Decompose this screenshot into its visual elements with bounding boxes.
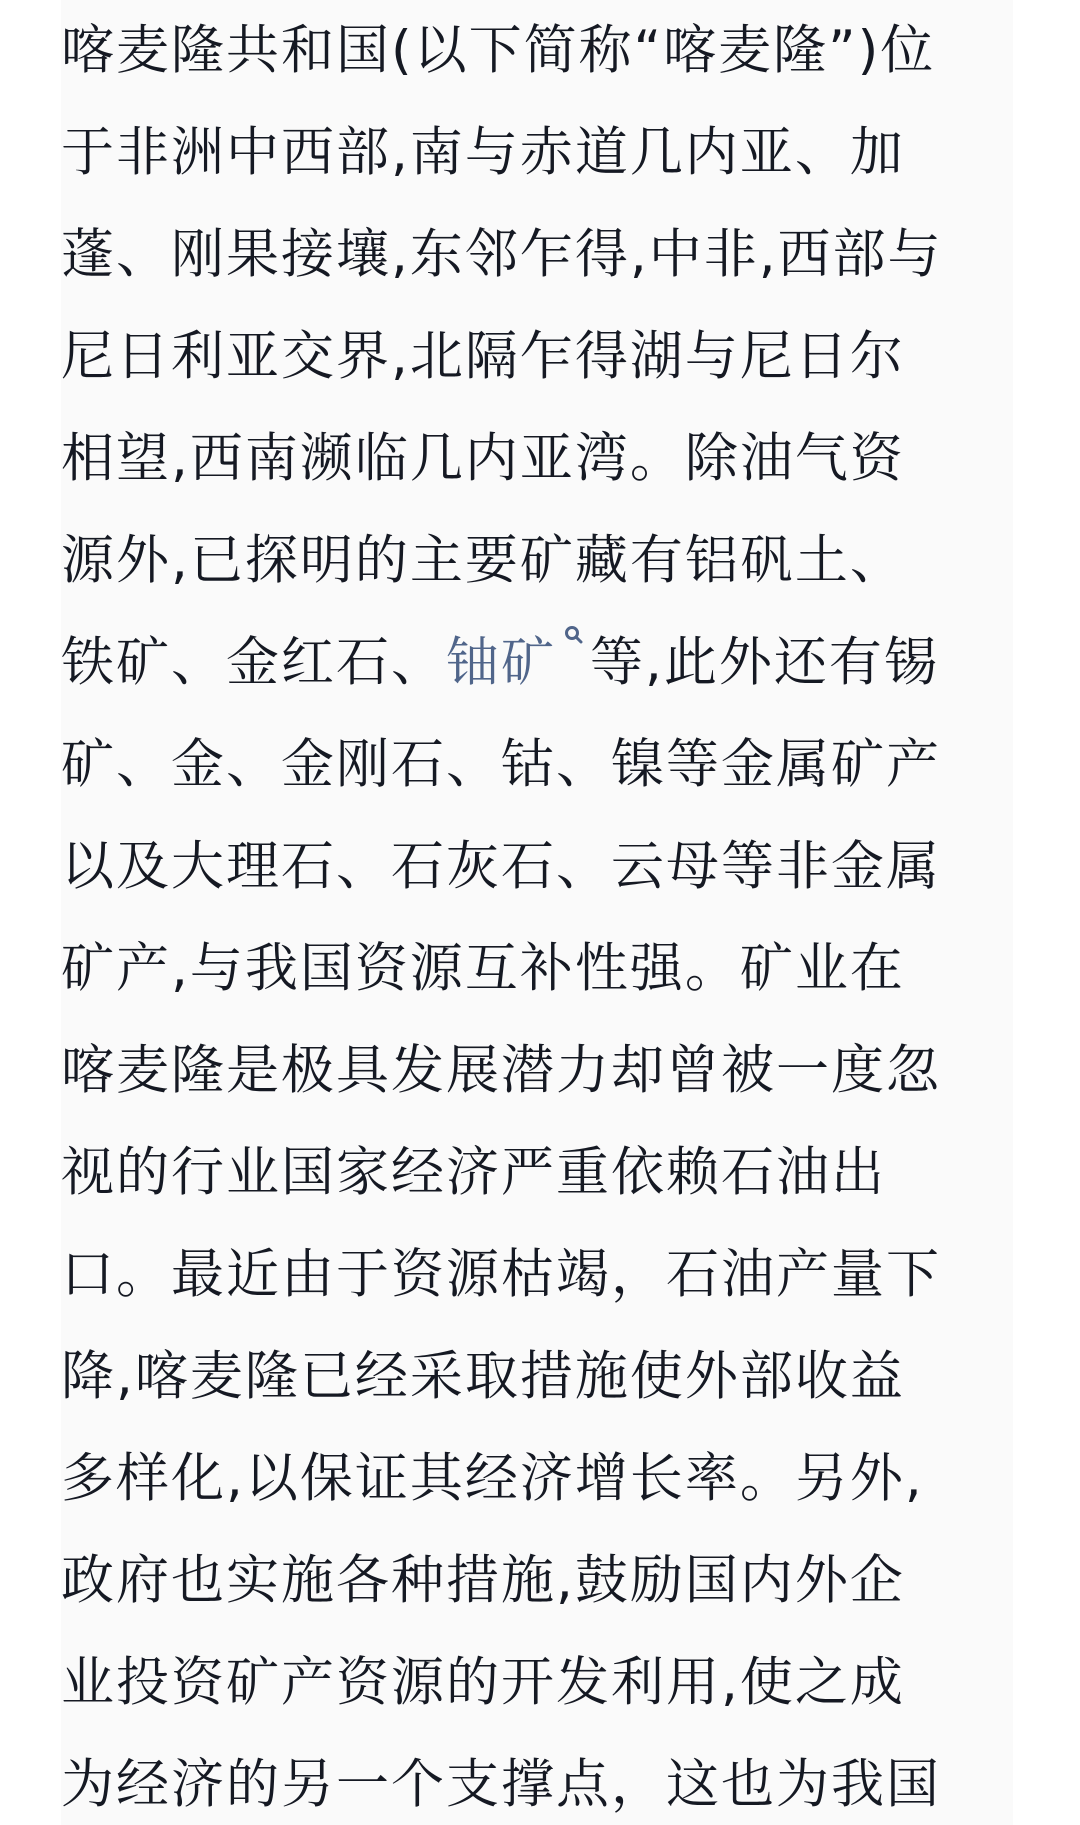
article-line: 为经济的另一个支撑点，这也为我国 (61, 1754, 941, 1815)
article-line: 喀麦隆共和国(以下简称“喀麦隆”)位 (61, 20, 936, 81)
article-line: 业投资矿产资源的开发利用,使之成 (61, 1652, 905, 1713)
article-line: 多样化,以保证其经济增长率。另外, (61, 1448, 924, 1509)
article-line: 尼日利亚交界,北隔乍得湖与尼日尔 (61, 326, 905, 387)
article-line: 视的行业国家经济严重依赖石油出 (61, 1142, 886, 1203)
article-text-after-link: 等,此外还有锡 (590, 632, 939, 693)
article-text-panel (61, 0, 1013, 1825)
search-icon[interactable] (562, 624, 586, 654)
uranium-ore-search-link[interactable]: 铀矿 (446, 632, 556, 693)
article-line: 矿产,与我国资源互补性强。矿业在 (61, 938, 905, 999)
article-line: 相望,西南濒临几内亚湾。除油气资 (61, 428, 905, 489)
article-text-before-link: 铁矿、金红石、 (61, 632, 446, 693)
article-line: 于非洲中西部,南与赤道几内亚、加 (61, 122, 905, 183)
article-line-with-link (61, 612, 1013, 714)
article-line: 矿、金、金刚石、钴、镍等金属矿产 (61, 734, 941, 795)
article-line: 蓬、刚果接壤,东邻乍得,中非,西部与 (61, 224, 943, 285)
article-line: 以及大理石、石灰石、云母等非金属 (61, 836, 941, 897)
article-line: 喀麦隆是极具发展潜力却曾被一度忽 (61, 1040, 941, 1101)
article-line: 源外,已探明的主要矿藏有铝矾土、 (61, 530, 905, 591)
article-line: 口。最近由于资源枯竭，石油产量下 (61, 1244, 941, 1305)
article-line: 降,喀麦隆已经采取措施使外部收益 (61, 1346, 905, 1407)
article-body (61, 0, 1013, 1825)
article-line: 政府也实施各种措施,鼓励国内外企 (61, 1550, 905, 1611)
